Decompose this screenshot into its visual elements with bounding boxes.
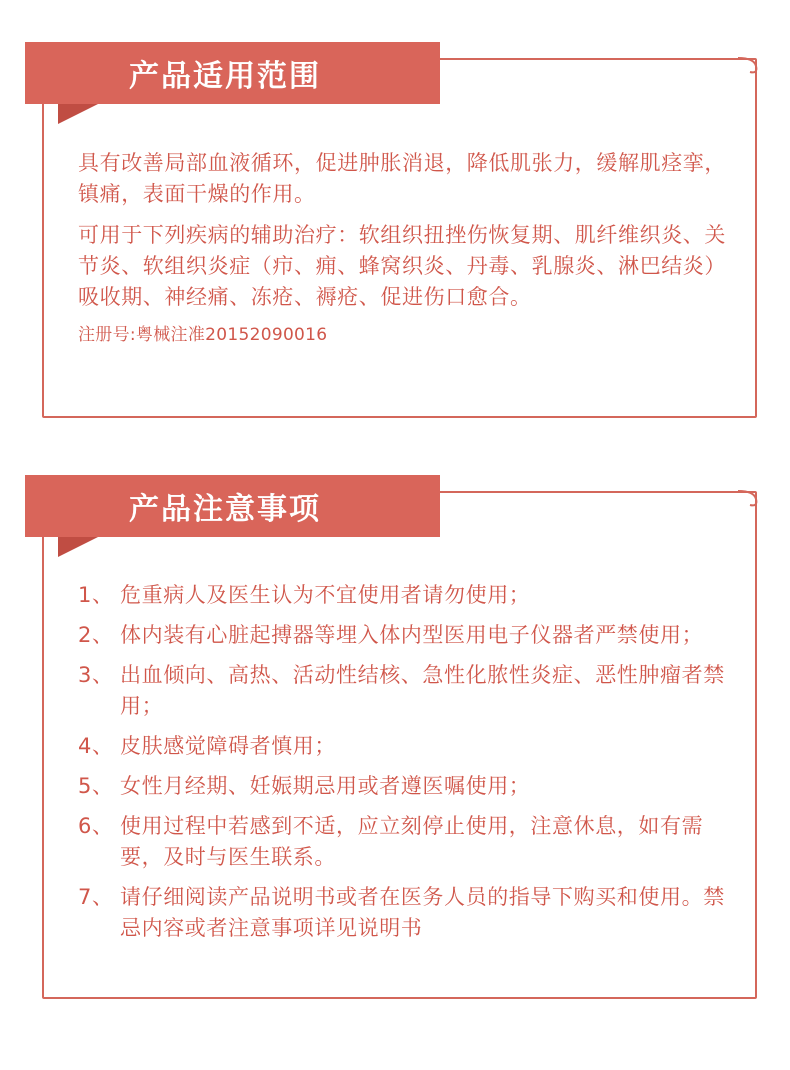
scope-corner-curl-decoration <box>736 56 762 82</box>
notice-item <box>78 811 728 873</box>
notice-item-number: 3、 <box>78 663 114 687</box>
notice-content <box>78 580 728 953</box>
notice-item-text: 体内装有心脏起搏器等埋入体内型医用电子仪器者严禁使用； <box>120 623 704 647</box>
registration-number: 注册号:粤械注准20152090016 <box>78 325 328 345</box>
notice-item <box>78 771 728 802</box>
notice-item-text: 使用过程中若感到不适，应立刻停止使用，注意休息，如有需要，及时与医生联系。 <box>120 814 704 869</box>
scope-header-tab <box>25 42 440 104</box>
notice-item-number: 5、 <box>78 774 114 798</box>
notice-corner-curl-decoration <box>736 489 762 515</box>
notice-list <box>78 580 728 944</box>
notice-title: 产品注意事项 <box>129 492 321 527</box>
scope-tab-fold-decoration <box>58 104 98 126</box>
notice-item-text: 出血倾向、高热、活动性结核、急性化脓性炎症、恶性肿瘤者禁用； <box>120 663 725 718</box>
scope-paragraph-effects: 具有改善局部血液循环，促进肿胀消退，降低肌张力，缓解肌痉挛，镇痛，表面干燥的作用。 <box>78 151 726 206</box>
notice-tab-fold-decoration <box>58 537 98 559</box>
notice-item-text: 女性月经期、妊娠期忌用或者遵医嘱使用； <box>120 774 531 798</box>
notice-item-text: 请仔细阅读产品说明书或者在医务人员的指导下购买和使用。禁忌内容或者注意事项详见说明书 <box>120 885 725 940</box>
notice-item-number: 7、 <box>78 885 114 909</box>
notice-item <box>78 882 728 944</box>
notice-item-number: 6、 <box>78 814 114 838</box>
notice-item-number: 4、 <box>78 734 114 758</box>
notice-item-text: 危重病人及医生认为不宜使用者请勿使用； <box>120 583 531 607</box>
notice-item <box>78 620 728 651</box>
notice-item <box>78 580 728 611</box>
notice-item <box>78 731 728 762</box>
notice-item <box>78 660 728 722</box>
notice-item-number: 2、 <box>78 623 114 647</box>
notice-header-tab <box>25 475 440 537</box>
notice-item-number: 1、 <box>78 583 114 607</box>
scope-paragraph-indications: 可用于下列疾病的辅助治疗：软组织扭挫伤恢复期、肌纤维织炎、关节炎、软组织炎症（疖、痈、蜂窝织炎、丹毒、乳腺炎、淋巴结炎）吸收期、神经痛、冻疮、褥疮、促进伤口愈合。 <box>78 223 726 309</box>
notice-item-text: 皮肤感觉障碍者慎用； <box>120 734 336 758</box>
scope-title: 产品适用范围 <box>129 59 321 94</box>
scope-content <box>78 148 738 347</box>
